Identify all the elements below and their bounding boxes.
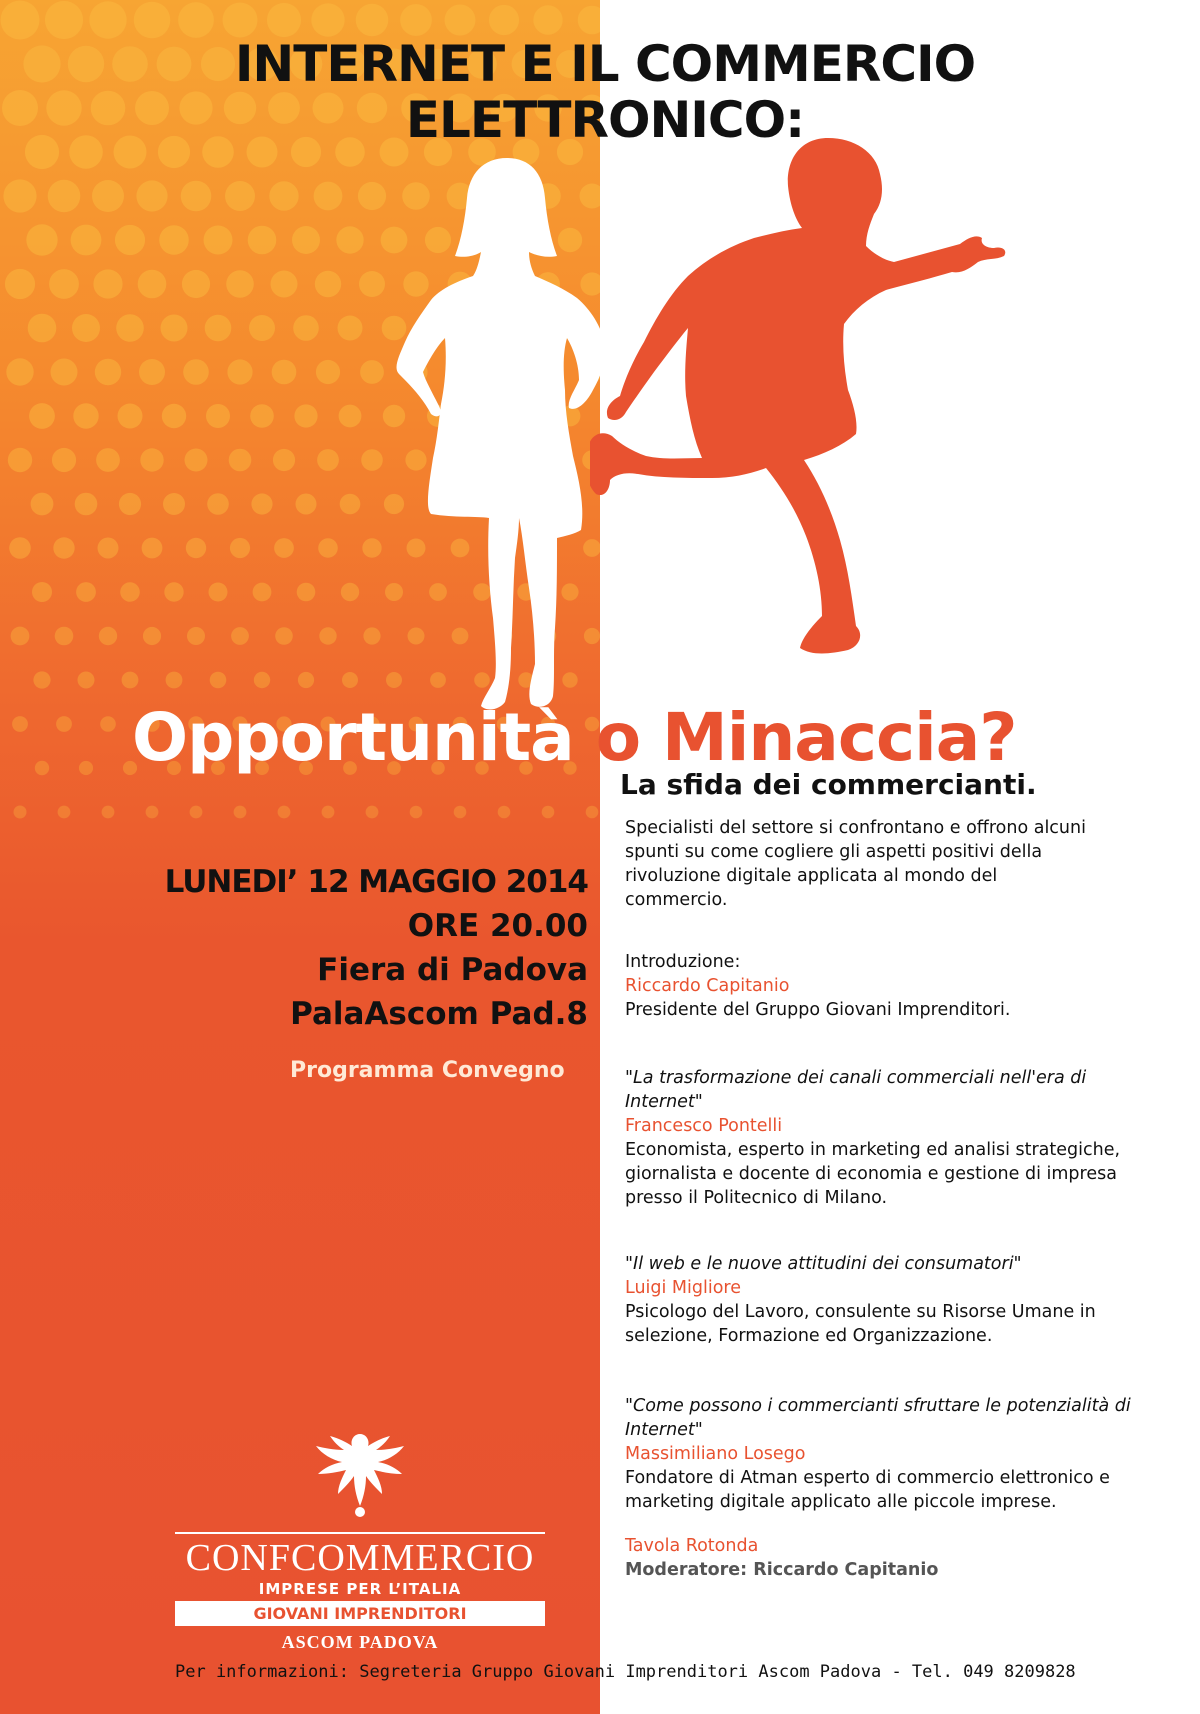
- headline-threat: o Minaccia?: [595, 699, 1017, 776]
- talk-speaker: Massimiliano Losego: [625, 1444, 806, 1464]
- talk-bio: Psicologo del Lavoro, consulente su Risorse Umane in selezione, Formazione ed Organizzazione.: [625, 1302, 1096, 1346]
- title-line-1: INTERNET E IL COMMERCIO: [234, 35, 976, 93]
- logo-brand: CONFCOMMERCIO: [185, 1537, 535, 1579]
- intro-paragraph: Specialisti del settore si confrontano e offrono alcuni spunti su come cogliere gli aspetti positivi della rivoluzione digitale applicata al mondo del commercio.: [625, 818, 1086, 910]
- eagle-icon: [310, 1420, 410, 1520]
- running-man-silhouette: [590, 138, 1050, 718]
- moderator: Moderatore: Riccardo Capitanio: [625, 1560, 939, 1580]
- event-time: ORE 20.00: [407, 908, 588, 944]
- talk-title: "Il web e le nuove attitudini dei consumatori": [625, 1254, 1022, 1274]
- program-label: Programma Convegno: [290, 1058, 565, 1083]
- title-line-2: ELETTRONICO:: [405, 91, 805, 149]
- program-round-table: [625, 1534, 1145, 1582]
- logo-divider: [175, 1532, 545, 1534]
- talk-title: "La trasformazione dei canali commerciali nell'era di Internet": [625, 1068, 1087, 1112]
- poster-title: [155, 36, 1055, 148]
- round-table-label: Tavola Rotonda: [625, 1536, 759, 1556]
- footer-contact: Per informazioni: Segreteria Gruppo Giovani Imprenditori Ascom Padova - Tel. 049 8209828: [175, 1662, 1076, 1682]
- logo-group: GIOVANI IMPRENDITORI: [253, 1604, 467, 1623]
- introduction-speaker: Riccardo Capitanio: [625, 976, 790, 996]
- talk-bio: Economista, esperto in marketing ed analisi strategiche, giornalista e docente di economia e gestione di impresa presso il Politecnico di Milano.: [625, 1140, 1121, 1208]
- program-talk: [625, 1252, 1145, 1348]
- talk-speaker: Luigi Migliore: [625, 1278, 742, 1298]
- program-talk: [625, 1066, 1145, 1210]
- talk-speaker: Francesco Pontelli: [625, 1116, 783, 1136]
- headline: [132, 700, 1017, 776]
- talk-bio: Fondatore di Atman esperto di commercio elettronico e marketing digitale applicato alle piccole imprese.: [625, 1468, 1110, 1512]
- introduction-role: Presidente del Gruppo Giovani Imprenditori.: [625, 1000, 1011, 1020]
- event-venue: Fiera di Padova: [317, 952, 588, 988]
- program-talk: [625, 1394, 1145, 1514]
- logo-city: ASCOM PADOVA: [281, 1632, 439, 1652]
- woman-silhouette: [395, 158, 615, 718]
- introduction-label: Introduzione:: [625, 952, 741, 972]
- event-hall: PalaAscom Pad.8: [290, 996, 588, 1032]
- headline-opportunity: Opportunità: [132, 699, 574, 776]
- logo-tagline: IMPRESE PER L’ITALIA: [258, 1580, 462, 1598]
- event-details: [60, 860, 588, 1036]
- confcommercio-logo: [175, 1420, 545, 1650]
- event-date: LUNEDI’ 12 MAGGIO 2014: [164, 864, 588, 900]
- talk-title: "Come possono i commercianti sfruttare le potenzialità di Internet": [625, 1396, 1131, 1440]
- subheadline: La sfida dei commercianti.: [620, 768, 1037, 801]
- program-introduction: [625, 950, 1145, 1022]
